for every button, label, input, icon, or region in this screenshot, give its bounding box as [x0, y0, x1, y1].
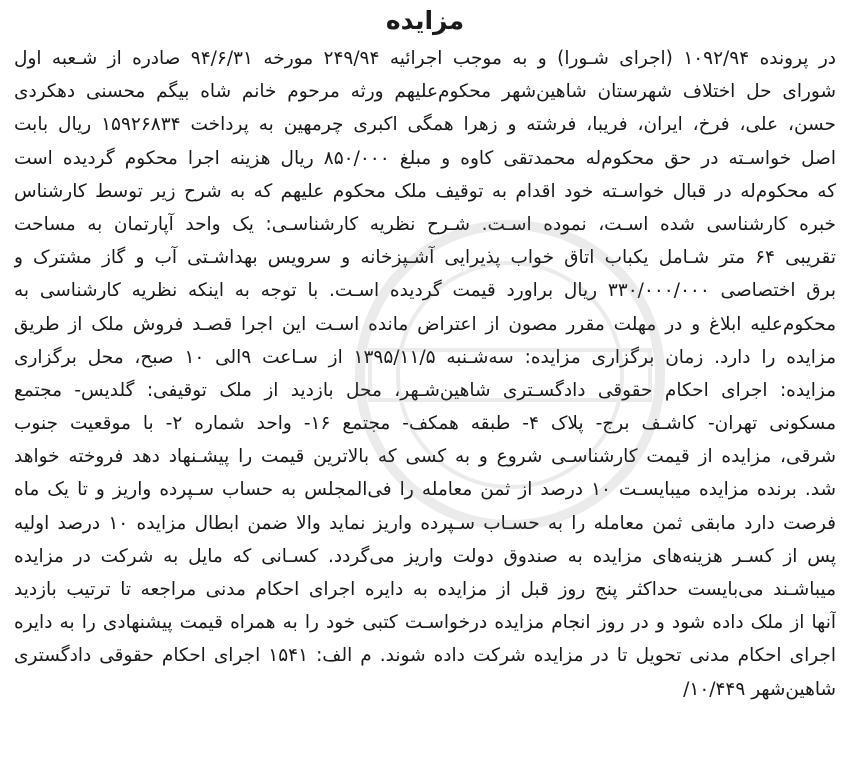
notice-body: [14, 42, 836, 706]
notice-line-7: تقریبی ۶۴ متر شـامل یکباب اتاق خواب پذیرایی آشـپزخانه و سرویس بهداشـتی آب و گاز مشترک و: [14, 247, 836, 269]
notice-line-19: اجرای احکام مدنی تحویل تا در مزایده شرکت داده شوند. م الف: ۱۵۴۱ اجرای احکام حقوقی دادگستری: [14, 645, 836, 667]
notice-line-13: شرقی، مزایده از قیمت کارشناسـی شروع و به کسی که بالاترین قیمت را پیشـنهاد دهد فروخته خواهد: [14, 446, 836, 468]
notice-title: مزایده: [385, 6, 465, 35]
notice-line-17: میباشـند می‌بایست حداکثر پنج روز قبل از مزایده به دایره اجرای احکام مدنی مراجعه تا ترتیب بازدید: [14, 579, 836, 600]
auction-notice: [14, 4, 836, 774]
notice-line-15: فرصت دارد مابقی ثمن معامله را به حسـاب سـپرده واریز نماید والا ضمن ابطال مزایده ۱۰ درصد اولیه: [14, 512, 836, 534]
notice-line-16: پس از کسـر هزینه‌های مزایده به صندوق دولت واریز می‌گردد. کسـانی که مایل به شرکت در مزایده: [14, 545, 836, 567]
notice-line-6: خبره کارشناسی شده اسـت، نموده اسـت. شـرح نظریه کارشناسـی: یک واحد آپارتمان به مساحت: [14, 213, 836, 235]
notice-line-12: مسکونی تهران- کاشـف برج- پلاک ۴- طبقه همکف- مجتمع ۱۶- واحد شماره ۲- با موقعیت جنوب: [14, 413, 836, 435]
notice-line-20: شاهین‌شهر ۱۰/۴۴۹/: [683, 678, 836, 700]
notice-line-11: مزایده: اجرای احکام حقوقی دادگسـتری شاهین‌شـهر، محل بازدید از ملک توقیفی: گلدیس- مجتمع: [14, 379, 836, 401]
notice-line-8: برق اختصاصی ۳۳۰/۰۰۰/۰۰۰ ریال براورد قیمت گردیده اسـت. با توجه به اینکه نظریه کارشناسی به: [14, 280, 836, 302]
notice-line-10: مزایده را دارد. زمان برگزاری مزایده: سه‌شـنبه ۱۳۹۵/۱۱/۵ از سـاعت ۹الی ۱۰ صبح، محل برگزاری: [14, 346, 836, 368]
notice-line-3: حسن، علی، فرخ، ایران، فریبا، فرشته و زهرا همگی اکبری چرمهین به پرداخت ۱۵۹۲۶۸۳۴ ریال بابت: [14, 114, 836, 136]
notice-line-5: که محکوم‌له در قبال خواسـته خود اقدام به توقیف ملک محکوم علیهم که به شرح زیر توسط کارشناس: [14, 180, 836, 202]
notice-line-18: آنها از ملک داده شود و در روز انجام مزایده درخواسـت کتبی خود را به همراه قیمت پیشنهادی را به دایره: [14, 612, 836, 634]
notice-line-2: شورای حل اختلاف شهرستان شاهین‌شهر محکوم‌علیهم ورثه مرحوم خانم شاه بیگم محسنی دهکردی: [14, 81, 836, 103]
notice-line-14: شد. برنده مزایده میبایسـت ۱۰ درصد از ثمن معامله را فی‌المجلس به حساب سـپرده واریز و تا یک ماه: [14, 479, 836, 501]
notice-line-4: اصل خواسـته در حق محکوم‌له محمدتقی کاوه و مبلغ ۸۵۰/۰۰۰ ریال هزینه اجرا محکوم گردیده است: [14, 147, 836, 169]
notice-line-9: محکوم‌علیه ابلاغ و در مهلت مقرر مصون از اعتراض مانده اسـت این اجرا قصـد فروش ملک از طریق: [14, 313, 836, 335]
notice-line-1: در پرونده ۱۰۹۲/۹۴ (اجرای شـورا) و به موجب اجرائیه ۲۴۹/۹۴ مورخه ۹۴/۶/۳۱ صادره از شـعبه اول: [14, 48, 836, 69]
